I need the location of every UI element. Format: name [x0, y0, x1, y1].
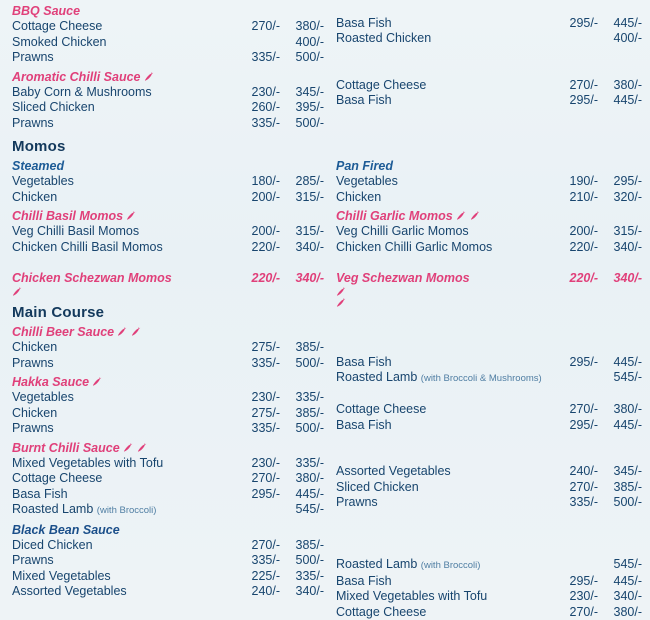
menu-item-row	[336, 240, 642, 256]
menu-item-row	[336, 589, 642, 605]
chilli-pepper-icon	[131, 326, 142, 337]
menu-item-price-half: 335/-	[238, 421, 280, 437]
menu-item-price-half: 295/-	[556, 93, 598, 109]
menu-item-name: Roasted Chicken	[336, 31, 431, 45]
menu-item-name-cell	[12, 340, 238, 356]
category-heading: Main Course	[12, 304, 324, 321]
menu-item-row	[12, 406, 324, 422]
sauce-heading	[12, 209, 324, 223]
menu-item-name: Mixed Vegetables with Tofu	[12, 456, 163, 470]
menu-item-price-half: 295/-	[556, 418, 598, 434]
menu-item-name: Veg Chilli Garlic Momos	[336, 224, 469, 238]
sauce-heading-label: Chilli Basil Momos	[12, 209, 123, 223]
spacer	[336, 255, 642, 271]
menu-item-name: Basa Fish	[336, 355, 392, 369]
menu-item-name: Roasted Lamb	[12, 502, 93, 516]
menu-item-price-half: 260/-	[238, 100, 280, 116]
chilli-pepper-icon	[12, 286, 238, 297]
menu-item-row	[336, 574, 642, 590]
menu-item-price-half: 270/-	[238, 538, 280, 554]
sauce-heading	[12, 4, 324, 18]
menu-item-name-cell	[12, 406, 238, 422]
menu-item-price-full: 400/-	[598, 31, 642, 47]
menu-item-price-half: 270/-	[238, 19, 280, 35]
menu-item-price-half: 240/-	[238, 584, 280, 600]
menu-item-name: Vegetables	[12, 390, 74, 404]
menu-item-row	[12, 50, 324, 66]
sauce-heading	[12, 375, 324, 389]
menu-item-row	[12, 35, 324, 51]
sauce-heading	[336, 209, 642, 223]
menu-item-price-half: 335/-	[238, 116, 280, 132]
menu-item-name-cell	[336, 574, 556, 590]
menu-item-price-half: 335/-	[238, 50, 280, 66]
menu-item-price-half: 220/-	[238, 271, 280, 287]
menu-item-name-cell	[336, 224, 556, 240]
menu-item-name: Smoked Chicken	[12, 35, 107, 49]
menu-item-name: Basa Fish	[336, 93, 392, 107]
menu-item-price-full: 315/-	[280, 190, 324, 206]
menu-item-name-cell	[12, 584, 238, 600]
menu-item-price-full: 445/-	[598, 418, 642, 434]
menu-item-name: Veg Chilli Basil Momos	[12, 224, 139, 238]
menu-item-name: Diced Chicken	[12, 538, 93, 552]
menu-item-price-full: 380/-	[280, 19, 324, 35]
menu-item-price-half: 190/-	[556, 174, 598, 190]
menu-item-name: Basa Fish	[336, 418, 392, 432]
menu-item-row	[336, 31, 642, 47]
sauce-heading	[12, 70, 324, 84]
menu-item-name-cell	[12, 538, 238, 554]
menu-item-name-cell	[12, 271, 238, 298]
menu-item-price-half: 220/-	[238, 240, 280, 256]
menu-item-name: Cottage Cheese	[336, 605, 426, 619]
menu-item-name: Prawns	[12, 553, 54, 567]
menu-item-row	[336, 355, 642, 371]
menu-item-name-cell	[12, 85, 238, 101]
spacer	[336, 140, 642, 156]
menu-item-row	[336, 480, 642, 496]
menu-item-price-full: 335/-	[280, 456, 324, 472]
sauce-heading	[12, 325, 324, 339]
sauce-heading-label: Steamed	[12, 159, 64, 173]
menu-item-name-cell	[12, 240, 238, 256]
menu-item-name-cell	[12, 421, 238, 437]
menu-item-price-half: 230/-	[238, 85, 280, 101]
chilli-pepper-icon	[470, 210, 481, 221]
menu-item-row	[12, 116, 324, 132]
menu-item-name: Chicken	[336, 190, 381, 204]
spacer	[336, 526, 642, 542]
menu-item-price-half: 270/-	[556, 402, 598, 418]
sauce-heading-label: BBQ Sauce	[12, 4, 80, 18]
menu-item-row	[12, 538, 324, 554]
spacer	[336, 511, 642, 527]
chilli-pepper-icon	[456, 210, 467, 221]
menu-item-price-half: 220/-	[556, 240, 598, 256]
spacer	[336, 47, 642, 63]
menu-item-price-half: 295/-	[238, 487, 280, 503]
chilli-pepper-icon	[137, 442, 148, 453]
menu-item-price-half: 230/-	[238, 456, 280, 472]
menu-item-name-cell	[336, 464, 556, 480]
menu-item-price-full: 385/-	[280, 538, 324, 554]
menu-item-name-cell	[12, 35, 238, 51]
menu-item-row	[336, 418, 642, 434]
menu-item-price-half: 275/-	[238, 406, 280, 422]
menu-item-name-cell	[12, 569, 238, 585]
menu-item-row	[12, 240, 324, 256]
menu-item-price-half: 335/-	[238, 356, 280, 372]
menu-item-row	[12, 100, 324, 116]
menu-item-name-cell	[12, 487, 238, 503]
menu-item-name-cell	[336, 93, 556, 109]
menu-item-name: Prawns	[12, 116, 54, 130]
menu-item-price-full: 315/-	[598, 224, 642, 240]
menu-item-note: (with Broccoli)	[97, 505, 157, 516]
menu-item-name: Veg Schezwan Momos	[336, 271, 470, 285]
menu-item-name-cell	[12, 553, 238, 569]
menu-item-name: Prawns	[12, 50, 54, 64]
menu-item-name: Cottage Cheese	[12, 19, 102, 33]
menu-item-price-half: 335/-	[238, 553, 280, 569]
menu-item-name-cell	[12, 502, 238, 519]
spacer	[336, 339, 642, 355]
menu-item-name: Basa Fish	[336, 16, 392, 30]
menu-item-name: Sliced Chicken	[336, 480, 419, 494]
spacer	[336, 308, 642, 324]
menu-item-name-cell	[12, 390, 238, 406]
sauce-heading	[12, 523, 324, 537]
menu-item-price-half: 200/-	[238, 224, 280, 240]
menu-item-name-cell	[12, 19, 238, 35]
menu-item-row	[12, 569, 324, 585]
menu-item-row	[12, 174, 324, 190]
menu-item-price-half: 295/-	[556, 16, 598, 32]
sauce-heading-label: Burnt Chilli Sauce	[12, 441, 120, 455]
menu-item-row	[336, 402, 642, 418]
menu-item-row	[336, 174, 642, 190]
spacer	[336, 542, 642, 558]
menu-item-row	[12, 471, 324, 487]
menu-item-name-cell	[336, 557, 556, 574]
menu-item-price-full: 445/-	[598, 355, 642, 371]
menu-item-name: Cottage Cheese	[12, 471, 102, 485]
category-heading: Momos	[12, 138, 324, 155]
menu-item-name: Cottage Cheese	[336, 402, 426, 416]
menu-item-price-full: 345/-	[280, 85, 324, 101]
menu-item-name: Sliced Chicken	[12, 100, 95, 114]
menu-item-name-cell	[12, 456, 238, 472]
menu-item-price-full: 395/-	[280, 100, 324, 116]
menu-item-price-full: 340/-	[598, 271, 642, 287]
menu-item-price-half: 270/-	[556, 78, 598, 94]
menu-item-name: Baby Corn & Mushrooms	[12, 85, 152, 99]
menu-item-name-cell	[12, 190, 238, 206]
menu-item-row	[12, 421, 324, 437]
menu-item-name-cell	[336, 355, 556, 371]
sauce-heading-label: Aromatic Chilli Sauce	[12, 70, 141, 84]
spacer	[336, 324, 642, 340]
chilli-pepper-icon	[92, 376, 103, 387]
sauce-heading	[12, 441, 324, 455]
menu-item-price-half: 180/-	[238, 174, 280, 190]
menu-item-price-full: 445/-	[598, 93, 642, 109]
chilli-pepper-icon	[336, 286, 556, 297]
menu-item-name-cell	[336, 402, 556, 418]
menu-item-price-full: 340/-	[280, 271, 324, 287]
menu-item-price-full: 335/-	[280, 569, 324, 585]
spacer	[12, 255, 324, 271]
menu-item-row	[12, 456, 324, 472]
menu-item-price-half: 240/-	[556, 464, 598, 480]
menu-item-row	[12, 224, 324, 240]
menu-item-name: Basa Fish	[12, 487, 68, 501]
menu-item-price-half: 225/-	[238, 569, 280, 585]
spacer	[336, 433, 642, 449]
spacer	[336, 449, 642, 465]
menu-item-name-cell	[12, 174, 238, 190]
menu-item-name-cell	[336, 605, 556, 620]
menu-item-price-full: 320/-	[598, 190, 642, 206]
menu-item-name: Mixed Vegetables with Tofu	[336, 589, 487, 603]
menu-item-name: Roasted Lamb	[336, 370, 417, 384]
menu-item-name-cell	[336, 190, 556, 206]
menu-item-name-cell	[336, 271, 556, 309]
menu-item-name: Prawns	[336, 495, 378, 509]
menu-item-name: Prawns	[12, 421, 54, 435]
menu-item-name: Chicken Chilli Garlic Momos	[336, 240, 492, 254]
menu-item-name-cell	[336, 31, 556, 47]
menu-item-row	[12, 584, 324, 600]
menu-item-name: Vegetables	[336, 174, 398, 188]
menu-item-price-full: 400/-	[280, 35, 324, 51]
menu-item-name: Chicken	[12, 190, 57, 204]
menu-item-row	[12, 502, 324, 519]
menu-item-name-cell	[336, 495, 556, 511]
menu-item-price-full: 500/-	[598, 495, 642, 511]
menu-item-row	[12, 271, 324, 298]
menu-item-name: Chicken Chilli Basil Momos	[12, 240, 163, 254]
menu-item-name-cell	[12, 116, 238, 132]
menu-item-name-cell	[336, 16, 556, 32]
spacer	[336, 387, 642, 403]
sauce-heading-label: Chilli Garlic Momos	[336, 209, 453, 223]
menu-item-name: Assorted Vegetables	[12, 584, 127, 598]
menu-item-row	[336, 16, 642, 32]
menu-item-name-cell	[12, 100, 238, 116]
menu-item-row	[12, 19, 324, 35]
menu-item-name: Roasted Lamb	[336, 557, 417, 571]
sauce-heading-label: Chilli Beer Sauce	[12, 325, 114, 339]
menu-item-price-full: 340/-	[598, 589, 642, 605]
chilli-pepper-icon	[117, 326, 128, 337]
menu-item-price-half: 270/-	[556, 480, 598, 496]
menu-item-price-full: 315/-	[280, 224, 324, 240]
menu-item-name-cell	[336, 370, 556, 387]
menu-item-price-full: 445/-	[598, 16, 642, 32]
menu-item-note: (with Broccoli)	[421, 560, 481, 571]
menu-item-name-cell	[12, 50, 238, 66]
menu-item-price-full: 500/-	[280, 553, 324, 569]
menu-item-price-full: 500/-	[280, 116, 324, 132]
menu-item-price-full: 385/-	[598, 480, 642, 496]
menu-item-price-full: 500/-	[280, 50, 324, 66]
menu-item-name: Prawns	[12, 356, 54, 370]
menu-item-name: Vegetables	[12, 174, 74, 188]
sauce-heading-label: Black Bean Sauce	[12, 523, 120, 537]
menu-item-name-cell	[336, 589, 556, 605]
menu-item-row	[336, 224, 642, 240]
menu-item-price-full: 500/-	[280, 356, 324, 372]
menu-item-row	[336, 557, 642, 574]
menu-item-price-half: 200/-	[556, 224, 598, 240]
menu-item-price-full: 340/-	[280, 240, 324, 256]
menu-item-name-cell	[336, 418, 556, 434]
spacer	[336, 0, 642, 16]
menu-item-name-cell	[336, 240, 556, 256]
menu-item-price-half: 270/-	[238, 471, 280, 487]
menu-item-price-full: 385/-	[280, 406, 324, 422]
menu-item-name: Mixed Vegetables	[12, 569, 111, 583]
menu-item-price-half: 230/-	[238, 390, 280, 406]
menu-item-name: Chicken	[12, 340, 57, 354]
menu-item-name-cell	[12, 224, 238, 240]
menu-item-price-full: 380/-	[598, 402, 642, 418]
menu-item-price-full: 380/-	[598, 78, 642, 94]
chilli-pepper-icon	[126, 210, 137, 221]
menu-item-price-full: 380/-	[598, 605, 642, 620]
menu-item-name-cell	[336, 480, 556, 496]
menu-item-row	[336, 93, 642, 109]
menu-item-row	[12, 85, 324, 101]
menu-item-row	[12, 553, 324, 569]
sauce-heading-label: Pan Fired	[336, 159, 393, 173]
menu-item-price-full: 545/-	[598, 370, 642, 386]
menu-item-row	[336, 271, 642, 309]
menu-item-row	[12, 190, 324, 206]
menu-item-row	[336, 495, 642, 511]
sauce-heading-label: Hakka Sauce	[12, 375, 89, 389]
menu-item-price-half: 275/-	[238, 340, 280, 356]
menu-item-price-half: 210/-	[556, 190, 598, 206]
menu-item-row	[336, 605, 642, 620]
menu-item-price-half: 335/-	[556, 495, 598, 511]
chilli-pepper-icon	[123, 442, 134, 453]
menu-item-row	[12, 356, 324, 372]
menu-item-price-half: 230/-	[556, 589, 598, 605]
menu-item-row	[12, 390, 324, 406]
menu-item-note: (with Broccoli & Mushrooms)	[421, 373, 542, 384]
menu-item-row	[336, 464, 642, 480]
menu-item-name: Basa Fish	[336, 574, 392, 588]
menu-column-right	[330, 0, 650, 620]
menu-item-name-cell	[336, 78, 556, 94]
menu-item-price-full: 340/-	[280, 584, 324, 600]
menu-item-name-cell	[12, 356, 238, 372]
menu-item-name: Cottage Cheese	[336, 78, 426, 92]
sauce-heading	[12, 159, 324, 173]
chilli-pepper-icon	[336, 297, 556, 308]
chilli-pepper-icon	[144, 71, 155, 82]
menu-item-name-cell	[12, 471, 238, 487]
spacer	[336, 124, 642, 140]
menu-item-row	[336, 78, 642, 94]
menu-item-price-full: 445/-	[598, 574, 642, 590]
menu-item-price-half: 220/-	[556, 271, 598, 287]
menu-item-price-full: 385/-	[280, 340, 324, 356]
menu-item-price-full: 285/-	[280, 174, 324, 190]
menu-item-price-full: 295/-	[598, 174, 642, 190]
menu-item-price-full: 545/-	[598, 557, 642, 573]
menu-item-price-half: 270/-	[556, 605, 598, 620]
menu-item-name-cell	[336, 174, 556, 190]
spacer	[336, 62, 642, 78]
menu-item-price-half: 295/-	[556, 355, 598, 371]
menu-item-price-full: 340/-	[598, 240, 642, 256]
menu-item-row	[12, 340, 324, 356]
menu-item-row	[12, 487, 324, 503]
menu-item-price-full: 445/-	[280, 487, 324, 503]
menu-item-price-half: 200/-	[238, 190, 280, 206]
menu-item-price-full: 545/-	[280, 502, 324, 518]
menu-item-name: Chicken	[12, 406, 57, 420]
sauce-heading	[336, 159, 642, 173]
menu-item-row	[336, 370, 642, 387]
menu-item-name: Assorted Vegetables	[336, 464, 451, 478]
menu-item-row	[336, 190, 642, 206]
menu-item-price-full: 345/-	[598, 464, 642, 480]
menu-item-name: Chicken Schezwan Momos	[12, 271, 172, 285]
menu-item-price-full: 335/-	[280, 390, 324, 406]
menu-item-price-half: 295/-	[556, 574, 598, 590]
menu-item-price-full: 500/-	[280, 421, 324, 437]
spacer	[336, 109, 642, 125]
menu-item-price-full: 380/-	[280, 471, 324, 487]
